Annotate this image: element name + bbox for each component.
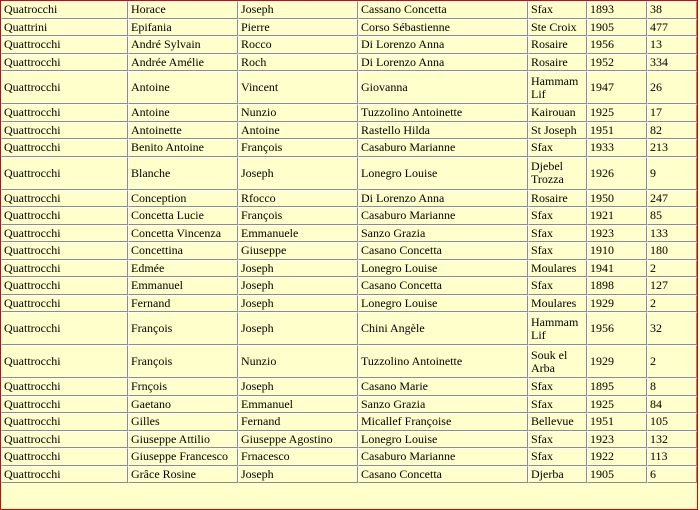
given-name-cell: Giuseppe Attilio: [128, 431, 238, 449]
given-name-cell: Antoine: [128, 71, 238, 104]
given-name-cell: Gilles: [128, 413, 238, 431]
number-cell: 105: [647, 413, 697, 431]
records-table-body: [1, 1, 697, 483]
given-name-cell: Antoine: [128, 104, 238, 122]
year-cell: 1956: [587, 36, 647, 54]
father-name-cell: Vincent: [238, 71, 358, 104]
place-cell: Rosaire: [528, 190, 587, 208]
table-row: [1, 396, 697, 414]
place-cell: Sfax: [528, 378, 587, 396]
place-cell: Sfax: [528, 431, 587, 449]
surname-cell: Quattrini: [1, 19, 128, 37]
number-cell: 477: [647, 19, 697, 37]
given-name-cell: Horace: [128, 1, 238, 19]
surname-cell: Quatrocchi: [1, 1, 128, 19]
records-table: [1, 1, 697, 483]
number-cell: 132: [647, 431, 697, 449]
place-cell: Rosaire: [528, 36, 587, 54]
place-cell: Souk el Arba: [528, 345, 587, 378]
number-cell: 32: [647, 312, 697, 345]
mother-name-cell: Sanzo Grazia: [358, 396, 528, 414]
father-name-cell: Joseph: [238, 295, 358, 313]
year-cell: 1947: [587, 71, 647, 104]
mother-name-cell: Chini Angèle: [358, 312, 528, 345]
table-row: [1, 104, 697, 122]
father-name-cell: Antoine: [238, 122, 358, 140]
table-row: [1, 295, 697, 313]
year-cell: 1925: [587, 104, 647, 122]
table-row: [1, 260, 697, 278]
table-row: [1, 225, 697, 243]
father-name-cell: Joseph: [238, 277, 358, 295]
table-row: [1, 448, 697, 466]
place-cell: Moulares: [528, 295, 587, 313]
year-cell: 1923: [587, 431, 647, 449]
year-cell: 1926: [587, 157, 647, 190]
father-name-cell: François: [238, 139, 358, 157]
given-name-cell: André Sylvain: [128, 36, 238, 54]
mother-name-cell: Di Lorenzo Anna: [358, 36, 528, 54]
number-cell: 2: [647, 345, 697, 378]
place-cell: Ste Croix: [528, 19, 587, 37]
father-name-cell: Nunzio: [238, 345, 358, 378]
place-cell: Sfax: [528, 448, 587, 466]
table-row: [1, 277, 697, 295]
father-name-cell: Frnacesco: [238, 448, 358, 466]
table-row: [1, 312, 697, 345]
year-cell: 1921: [587, 207, 647, 225]
place-cell: St Joseph: [528, 122, 587, 140]
year-cell: 1923: [587, 225, 647, 243]
surname-cell: Quattrocchi: [1, 71, 128, 104]
number-cell: 2: [647, 295, 697, 313]
place-cell: Djebel Trozza: [528, 157, 587, 190]
mother-name-cell: Di Lorenzo Anna: [358, 190, 528, 208]
surname-cell: Quattrocchi: [1, 448, 128, 466]
father-name-cell: Joseph: [238, 1, 358, 19]
number-cell: 26: [647, 71, 697, 104]
mother-name-cell: Rastello Hilda: [358, 122, 528, 140]
place-cell: Hammam Lif: [528, 312, 587, 345]
table-row: [1, 36, 697, 54]
surname-cell: Quattrocchi: [1, 413, 128, 431]
surname-cell: Quattrocchi: [1, 36, 128, 54]
year-cell: 1951: [587, 413, 647, 431]
given-name-cell: Giuseppe Francesco: [128, 448, 238, 466]
given-name-cell: Emmanuel: [128, 277, 238, 295]
number-cell: 247: [647, 190, 697, 208]
surname-cell: Quattrocchi: [1, 190, 128, 208]
surname-cell: Quattrocchi: [1, 122, 128, 140]
mother-name-cell: Casano Concetta: [358, 466, 528, 484]
father-name-cell: Giuseppe Agostino: [238, 431, 358, 449]
mother-name-cell: Micallef Françoise: [358, 413, 528, 431]
table-row: [1, 345, 697, 378]
number-cell: 38: [647, 1, 697, 19]
place-cell: Sfax: [528, 139, 587, 157]
number-cell: 213: [647, 139, 697, 157]
table-row: [1, 139, 697, 157]
table-row: [1, 19, 697, 37]
father-name-cell: Joseph: [238, 312, 358, 345]
year-cell: 1929: [587, 295, 647, 313]
place-cell: Bellevue: [528, 413, 587, 431]
surname-cell: Quattrocchi: [1, 466, 128, 484]
table-row: [1, 207, 697, 225]
number-cell: 9: [647, 157, 697, 190]
place-cell: Sfax: [528, 207, 587, 225]
given-name-cell: Frnçois: [128, 378, 238, 396]
place-cell: Sfax: [528, 225, 587, 243]
number-cell: 2: [647, 260, 697, 278]
table-row: [1, 431, 697, 449]
mother-name-cell: Cassano Concetta: [358, 1, 528, 19]
given-name-cell: François: [128, 312, 238, 345]
place-cell: Rosaire: [528, 54, 587, 72]
place-cell: Djerba: [528, 466, 587, 484]
surname-cell: Quattrocchi: [1, 277, 128, 295]
given-name-cell: Andrée Amélie: [128, 54, 238, 72]
number-cell: 133: [647, 225, 697, 243]
mother-name-cell: Corso Sébastienne: [358, 19, 528, 37]
number-cell: 82: [647, 122, 697, 140]
place-cell: Moulares: [528, 260, 587, 278]
mother-name-cell: Lonegro Louise: [358, 260, 528, 278]
table-row: [1, 378, 697, 396]
year-cell: 1905: [587, 466, 647, 484]
mother-name-cell: Casano Concetta: [358, 242, 528, 260]
number-cell: 113: [647, 448, 697, 466]
year-cell: 1929: [587, 345, 647, 378]
given-name-cell: Gaetano: [128, 396, 238, 414]
year-cell: 1922: [587, 448, 647, 466]
mother-name-cell: Tuzzolino Antoinette: [358, 104, 528, 122]
number-cell: 334: [647, 54, 697, 72]
surname-cell: Quattrocchi: [1, 378, 128, 396]
surname-cell: Quattrocchi: [1, 157, 128, 190]
table-row: [1, 190, 697, 208]
father-name-cell: Emmanuel: [238, 396, 358, 414]
table-row: [1, 71, 697, 104]
mother-name-cell: Di Lorenzo Anna: [358, 54, 528, 72]
surname-cell: Quattrocchi: [1, 104, 128, 122]
table-row: [1, 466, 697, 484]
given-name-cell: Blanche: [128, 157, 238, 190]
mother-name-cell: Casano Marie: [358, 378, 528, 396]
surname-cell: Quattrocchi: [1, 54, 128, 72]
place-cell: Sfax: [528, 242, 587, 260]
father-name-cell: Rfocco: [238, 190, 358, 208]
mother-name-cell: Casaburo Marianne: [358, 139, 528, 157]
surname-cell: Quattrocchi: [1, 225, 128, 243]
number-cell: 85: [647, 207, 697, 225]
year-cell: 1895: [587, 378, 647, 396]
mother-name-cell: Lonegro Louise: [358, 295, 528, 313]
surname-cell: Quattrocchi: [1, 260, 128, 278]
father-name-cell: Joseph: [238, 157, 358, 190]
father-name-cell: Joseph: [238, 260, 358, 278]
year-cell: 1898: [587, 277, 647, 295]
number-cell: 8: [647, 378, 697, 396]
mother-name-cell: Sanzo Grazia: [358, 225, 528, 243]
given-name-cell: Epifania: [128, 19, 238, 37]
given-name-cell: Conception: [128, 190, 238, 208]
father-name-cell: Joseph: [238, 466, 358, 484]
surname-cell: Quattrocchi: [1, 312, 128, 345]
surname-cell: Quattrocchi: [1, 207, 128, 225]
surname-cell: Quattrocchi: [1, 242, 128, 260]
place-cell: Sfax: [528, 396, 587, 414]
father-name-cell: Emmanuele: [238, 225, 358, 243]
table-row: [1, 157, 697, 190]
given-name-cell: Antoinette: [128, 122, 238, 140]
father-name-cell: Rocco: [238, 36, 358, 54]
surname-cell: Quattrocchi: [1, 396, 128, 414]
father-name-cell: Roch: [238, 54, 358, 72]
year-cell: 1933: [587, 139, 647, 157]
year-cell: 1893: [587, 1, 647, 19]
table-row: [1, 413, 697, 431]
mother-name-cell: Giovanna: [358, 71, 528, 104]
place-cell: Kairouan: [528, 104, 587, 122]
mother-name-cell: Lonegro Louise: [358, 431, 528, 449]
number-cell: 13: [647, 36, 697, 54]
given-name-cell: Concetta Vincenza: [128, 225, 238, 243]
number-cell: 6: [647, 466, 697, 484]
place-cell: Sfax: [528, 277, 587, 295]
place-cell: Hammam Lif: [528, 71, 587, 104]
year-cell: 1925: [587, 396, 647, 414]
year-cell: 1910: [587, 242, 647, 260]
father-name-cell: Giuseppe: [238, 242, 358, 260]
given-name-cell: Benito Antoine: [128, 139, 238, 157]
number-cell: 17: [647, 104, 697, 122]
father-name-cell: François: [238, 207, 358, 225]
surname-cell: Quattrocchi: [1, 345, 128, 378]
mother-name-cell: Casano Concetta: [358, 277, 528, 295]
surname-cell: Quattrocchi: [1, 431, 128, 449]
number-cell: 84: [647, 396, 697, 414]
surname-cell: Quattrocchi: [1, 295, 128, 313]
year-cell: 1952: [587, 54, 647, 72]
given-name-cell: Concettina: [128, 242, 238, 260]
given-name-cell: Grâce Rosine: [128, 466, 238, 484]
table-row: [1, 122, 697, 140]
father-name-cell: Joseph: [238, 378, 358, 396]
father-name-cell: Pierre: [238, 19, 358, 37]
father-name-cell: Fernand: [238, 413, 358, 431]
table-row: [1, 242, 697, 260]
year-cell: 1941: [587, 260, 647, 278]
mother-name-cell: Tuzzolino Antoinette: [358, 345, 528, 378]
mother-name-cell: Casaburo Marianne: [358, 448, 528, 466]
given-name-cell: Edmée: [128, 260, 238, 278]
place-cell: Sfax: [528, 1, 587, 19]
number-cell: 127: [647, 277, 697, 295]
given-name-cell: François: [128, 345, 238, 378]
given-name-cell: Fernand: [128, 295, 238, 313]
year-cell: 1951: [587, 122, 647, 140]
number-cell: 180: [647, 242, 697, 260]
surname-cell: Quattrocchi: [1, 139, 128, 157]
mother-name-cell: Lonegro Louise: [358, 157, 528, 190]
father-name-cell: Nunzio: [238, 104, 358, 122]
given-name-cell: Concetta Lucie: [128, 207, 238, 225]
year-cell: 1905: [587, 19, 647, 37]
mother-name-cell: Casaburo Marianne: [358, 207, 528, 225]
table-row: [1, 54, 697, 72]
year-cell: 1950: [587, 190, 647, 208]
year-cell: 1956: [587, 312, 647, 345]
table-row: [1, 1, 697, 19]
